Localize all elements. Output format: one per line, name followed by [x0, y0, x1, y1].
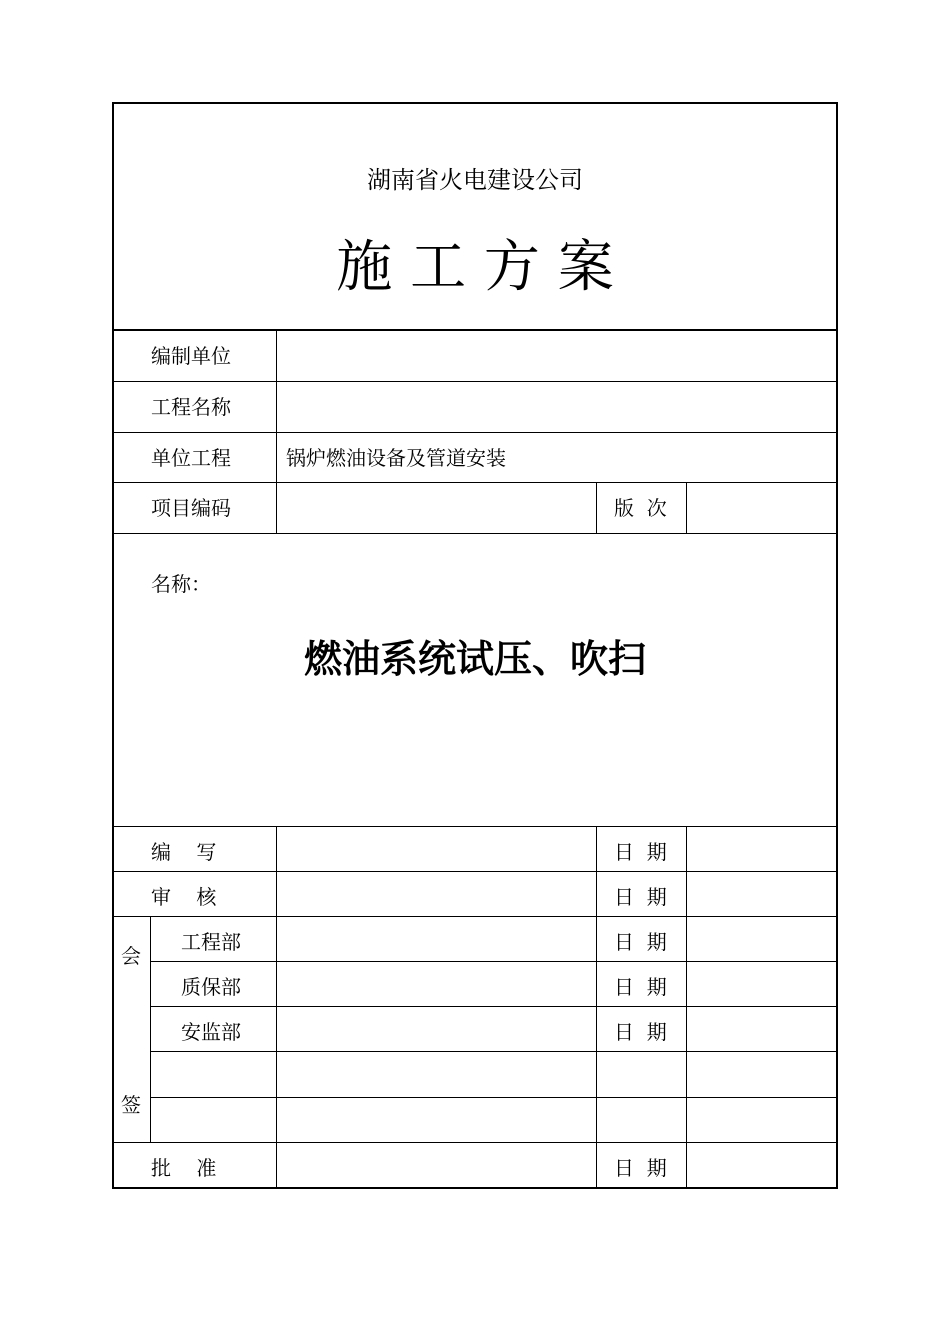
company-name: 湖南省火电建设公司: [367, 166, 583, 194]
unit-label: 编制单位: [151, 344, 231, 368]
divider-row: [113, 871, 837, 872]
approve-label: 批 准: [151, 1156, 217, 1180]
date-label: 日 期: [614, 1020, 667, 1044]
countersign-label-top: 会: [121, 944, 141, 968]
dept-engineering-label: 工程部: [181, 930, 241, 954]
divider-row: [113, 533, 837, 534]
document-title: 施 工 方 案: [336, 235, 614, 300]
divider-col: [596, 482, 597, 534]
divider-col: [276, 330, 277, 534]
date-label: 日 期: [614, 930, 667, 954]
countersign-label-bottom: 签: [121, 1093, 141, 1117]
scheme-name: 燃油系统试压、吹扫: [303, 637, 646, 681]
divider-col: [150, 916, 151, 1143]
date-label: 日 期: [614, 885, 667, 909]
subproject-label: 单位工程: [151, 446, 231, 470]
divider-col: [276, 826, 277, 1188]
divider-col: [596, 826, 597, 1188]
version-label: 版 次: [614, 496, 667, 520]
subproject-value: 锅炉燃油设备及管道安装: [286, 446, 506, 470]
divider-row: [151, 1006, 837, 1007]
dept-safety-label: 安监部: [181, 1020, 241, 1044]
review-label: 审 核: [151, 885, 217, 909]
date-label: 日 期: [614, 840, 667, 864]
divider-row: [151, 961, 837, 962]
divider-row: [113, 381, 837, 382]
divider-row: [151, 1097, 837, 1098]
divider-row: [113, 432, 837, 433]
code-label: 项目编码: [151, 496, 231, 520]
write-label: 编 写: [151, 840, 217, 864]
divider-row: [151, 1051, 837, 1052]
date-label: 日 期: [614, 1156, 667, 1180]
divider-row: [113, 916, 837, 917]
name-label: 名称：: [151, 572, 211, 596]
date-label: 日 期: [614, 975, 667, 999]
divider-header: [113, 329, 837, 331]
divider-row: [113, 826, 837, 827]
divider-col: [686, 482, 687, 534]
divider-row: [113, 482, 837, 483]
divider-col: [686, 826, 687, 1188]
dept-quality-label: 质保部: [181, 975, 241, 999]
project-label: 工程名称: [151, 395, 231, 419]
divider-row: [113, 1142, 837, 1143]
